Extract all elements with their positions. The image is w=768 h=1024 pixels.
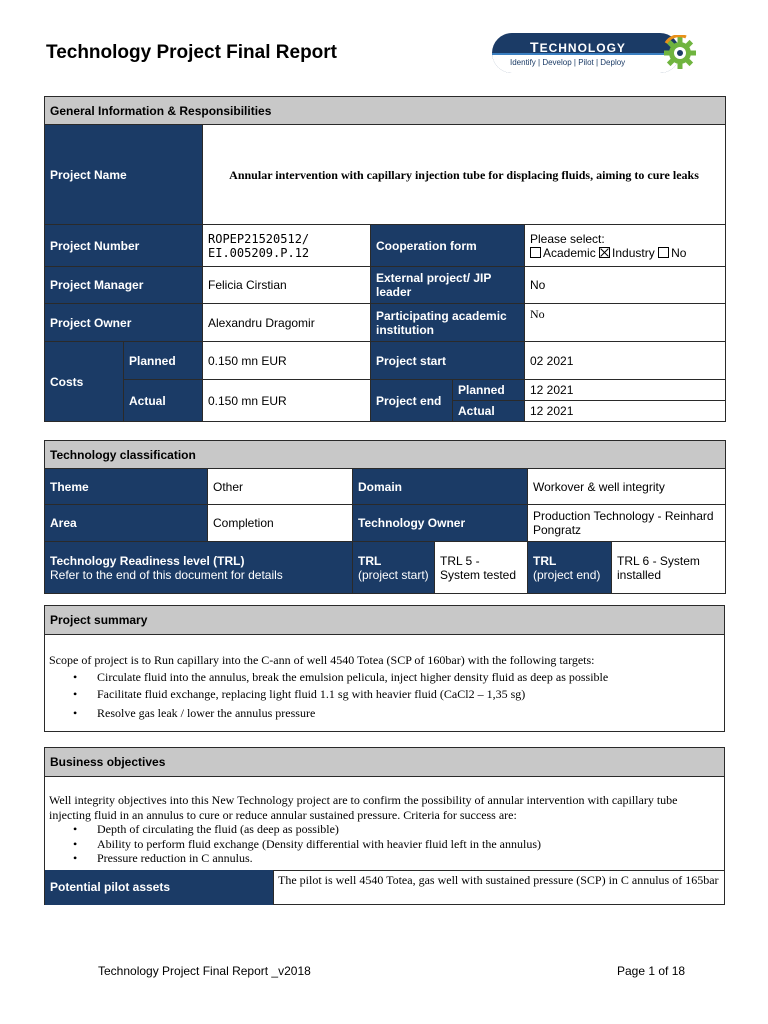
logo-tagline: Identify | Develop | Pilot | Deploy [510,58,626,67]
project-manager-label: Project Manager [45,267,203,304]
footer-page-number: Page 1 of 18 [617,964,686,978]
business-objectives-intro: Well integrity objectives into this New Technology project are to confirm the possibility of annular intervention with capillary tube injecting fluid in an annulus to cure or reduce annular sustained pressure. Criteria for success are: [49,793,678,822]
summary-bullet: • Facilitate fluid exchange, replacing light fluid 1.1 sg with heavier fluid (CaCl2 – 1,35 sg) [97,686,720,703]
cooperation-form-label: Cooperation form [371,225,525,267]
theme: Other [208,469,353,505]
project-summary-heading: Project summary [45,606,724,635]
end-planned: 12 2021 [525,380,726,401]
gear-icon [660,35,700,71]
pilot-assets-label: Potential pilot assets [45,870,273,905]
pilot-assets: The pilot is well 4540 Totea, gas well with sustained pressure (SCP) in C annulus of 165bar [273,870,724,905]
project-start: 02 2021 [525,342,726,380]
business-objectives-heading: Business objectives [45,748,724,777]
theme-label: Theme [45,469,208,505]
trl-start-label: TRL (project start) [353,542,435,594]
objective-bullet: • Pressure reduction in C annulus. [97,851,720,866]
footer-document-name: Technology Project Final Report _v2018 [98,964,311,978]
project-summary-section [44,605,725,732]
actual-cost: 0.150 mn EUR [203,380,371,422]
project-summary-intro: Scope of project is to Run capillary into the C-ann of well 4540 Totea (SCP of 160bar) with the following targets: [49,653,595,667]
domain: Workover & well integrity [528,469,726,505]
planned-cost-label: Planned [124,342,203,380]
external-project-label: External project/ JIP leader [371,267,525,304]
objective-bullet: • Ability to perform fluid exchange (Density differential with heavier fluid left in the annulus) [97,837,720,852]
actual-cost-label: Actual [124,380,203,422]
planned-cost: 0.150 mn EUR [203,342,371,380]
trl-note: Refer to the end of this document for details [50,567,283,582]
business-objectives-section [44,747,725,905]
project-number-label: Project Number [45,225,203,267]
no-checkbox[interactable] [658,247,669,258]
general-info-table [44,96,726,422]
costs-label: Costs [45,342,124,422]
end-actual: 12 2021 [525,401,726,422]
cooperation-form: Please select: Academic Industry No [525,225,726,267]
summary-bullet: • Resolve gas leak / lower the annulus pressure [97,705,720,722]
academic-checkbox[interactable] [530,247,541,258]
industry-checkbox[interactable] [599,247,610,258]
report-title: Technology Project Final Report [46,42,338,63]
trl-end-label: TRL (project end) [528,542,612,594]
technology-owner-label: Technology Owner [353,505,528,542]
project-start-label: Project start [371,342,525,380]
external-project: No [525,267,726,304]
area-label: Area [45,505,208,542]
area: Completion [208,505,353,542]
academic-institution-label: Participating academic institution [371,304,525,342]
academic-institution: No [525,304,726,342]
project-name: Annular intervention with capillary injection tube for displacing fluids, aiming to cure leaks [203,125,726,225]
trl-start: TRL 5 - System tested [435,542,528,594]
domain-label: Domain [353,469,528,505]
technology-owner: Production Technology - Reinhard Pongratz [528,505,726,542]
trl-label: Technology Readiness level (TRL) Refer to the end of this document for details [45,542,353,594]
technology-classification-table [44,440,726,594]
end-planned-label: Planned [453,380,525,401]
project-manager: Felicia Cirstian [203,267,371,304]
project-name-label: Project Name [45,125,203,225]
summary-bullet: • Circulate fluid into the annulus, break the emulsion pelicula, inject higher density fluid as deep as possible [97,669,720,686]
project-end-label: Project end [371,380,453,422]
technology-classification-heading: Technology classification [45,441,726,469]
objective-bullet: • Depth of circulating the fluid (as deep as possible) [97,822,720,837]
end-actual-label: Actual [453,401,525,422]
general-info-heading: General Information & Responsibilities [45,97,726,125]
trl-end: TRL 6 - System installed [612,542,726,594]
technology-logo: TECHNOLOGY Identify | Develop | Pilot | Deploy [492,33,700,73]
project-number: ROPEP21520512/ EI.005209.P.12 [203,225,371,267]
project-owner-label: Project Owner [45,304,203,342]
project-owner: Alexandru Dragomir [203,304,371,342]
